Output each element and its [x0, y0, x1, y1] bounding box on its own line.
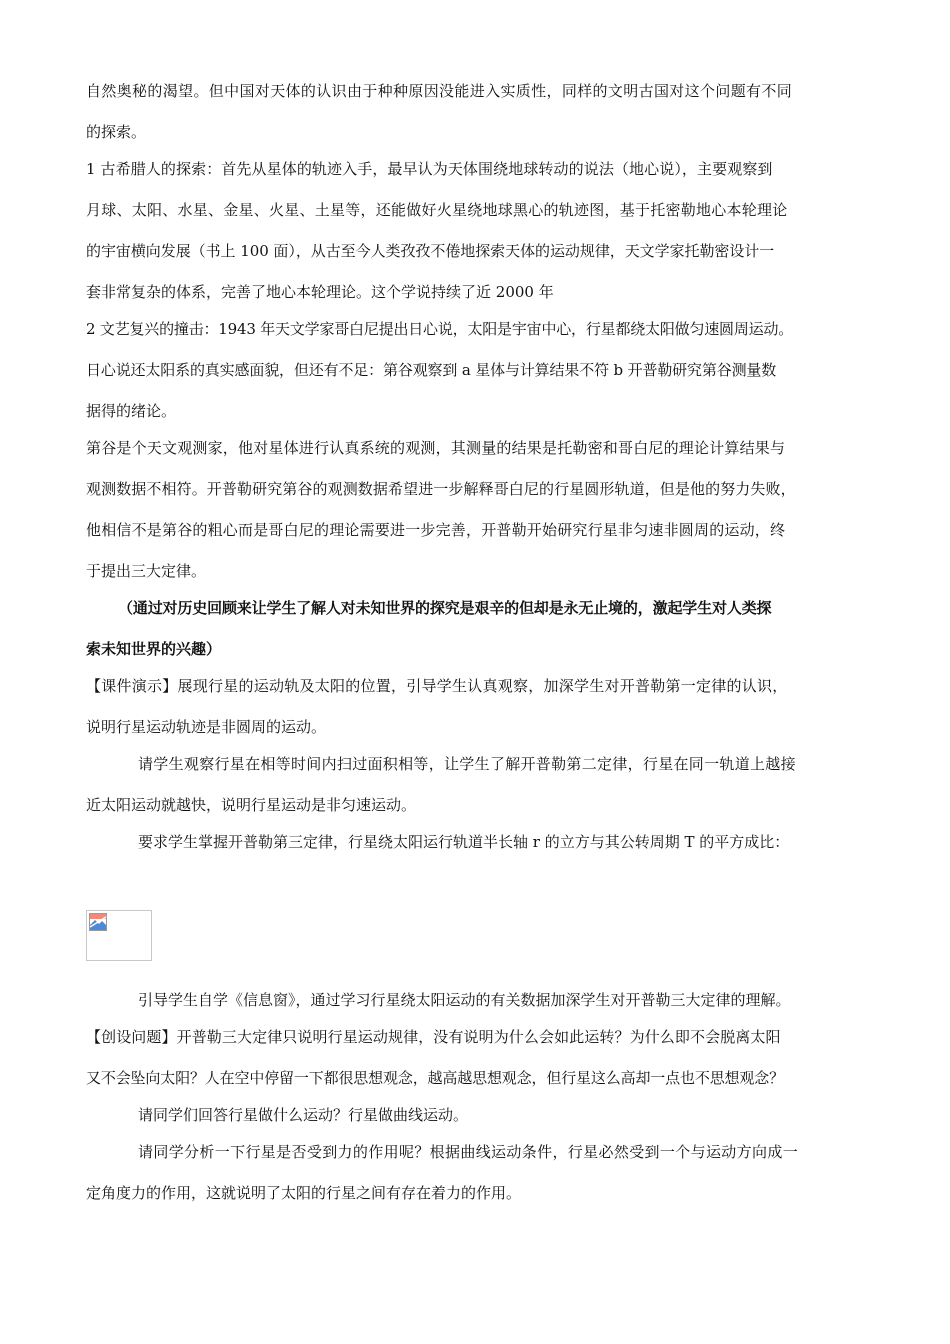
text-line: 自然奥秘的渴望。但中国对天体的认识由于种种原因没能进入实质性，同样的文明古国对这个问题有不同	[86, 82, 793, 100]
text-line: 月球、太阳、水星、金星、火星、土星等，还能做好火星绕地球黑心的轨迹图，基于托密勒地心本轮理论	[86, 201, 788, 219]
text-line: 他相信不是第谷的粗心而是哥白尼的理论需要进一步完善，开普勒开始研究行星非匀速非圆周的运动，终	[86, 521, 786, 539]
text-line: 于提出三大定律。	[86, 562, 207, 580]
text-line: 请学生观察行星在相等时间内扫过面积相等，让学生了解开普勒第二定律，行星在同一轨道上越接	[138, 755, 796, 773]
text-line: 的宇宙横向发展（书上 100 面），从古至今人类孜孜不倦地探索天体的运动规律，天文学家托勒密设计一	[86, 242, 775, 260]
text-line: 定角度力的作用，这就说明了太阳的行星之间有存在着力的作用。	[86, 1184, 522, 1202]
text-line: 说明行星运动轨迹是非圆周的运动。	[86, 718, 327, 736]
text-line: 【课件演示】展现行星的运动轨及太阳的位置，引导学生认真观察，加深学生对开普勒第一定律的认识，	[86, 677, 788, 695]
text-line: 日心说还太阳系的真实感面貌，但还有不足：第谷观察到 a 星体与计算结果不符 b 开普勒研究第谷测量数	[86, 361, 777, 379]
text-line: 又不会坠向太阳？人在空中停留一下都很思想观念，越高越思想观念，但行星这么高却一点也不思想观念？	[86, 1069, 784, 1087]
text-line: 据得的绪论。	[86, 402, 177, 420]
text-line: 的探索。	[86, 123, 147, 141]
text-line: 2 文艺复兴的撞击：1943 年天文学家哥白尼提出日心说，太阳是宇宙中心，行星都绕太阳做匀速圆周运动。	[86, 320, 794, 338]
text-line: 请同学们回答行星做什么运动？行星做曲线运动。	[138, 1106, 469, 1124]
emphasis-line: （通过对历史回顾来让学生了解人对未知世界的探究是艰辛的但却是永无止境的，激起学生对人类探	[118, 599, 772, 617]
text-line: 【创设问题】开普勒三大定律只说明行星运动规律，没有说明为什么会如此运转？为什么即不会脱离太阳	[86, 1028, 781, 1046]
text-line: 引导学生自学《信息窗》，通过学习行星绕太阳运动的有关数据加深学生对开普勒三大定律的理解。	[138, 991, 791, 1009]
text-line: 请同学分析一下行星是否受到力的作用呢？根据曲线运动条件，行星必然受到一个与运动方向成一	[138, 1143, 799, 1161]
broken-image-icon	[89, 913, 107, 931]
emphasis-line: 索未知世界的兴趣）	[86, 640, 222, 658]
text-line: 近太阳运动就越快，说明行星运动是非匀速运动。	[86, 796, 417, 814]
text-line: 观测数据不相符。开普勒研究第谷的观测数据希望进一步解释哥白尼的行星圆形轨道，但是他的努力失败，	[86, 480, 796, 498]
text-line: 套非常复杂的体系，完善了地心本轮理论。这个学说持续了近 2000 年	[86, 283, 554, 301]
formula-image-placeholder	[86, 910, 152, 961]
text-line: 要求学生掌握开普勒第三定律，行星绕太阳运行轨道半长轴 r 的立方与其公转周期 T 的平方成比：	[138, 833, 790, 851]
text-line: 第谷是个天文观测家，他对星体进行认真系统的观测，其测量的结果是托勒密和哥白尼的理论计算结果与	[86, 439, 786, 457]
text-line: 1 古希腊人的探索：首先从星体的轨迹入手，最早认为天体围绕地球转动的说法（地心说），主要观察到	[86, 160, 773, 178]
